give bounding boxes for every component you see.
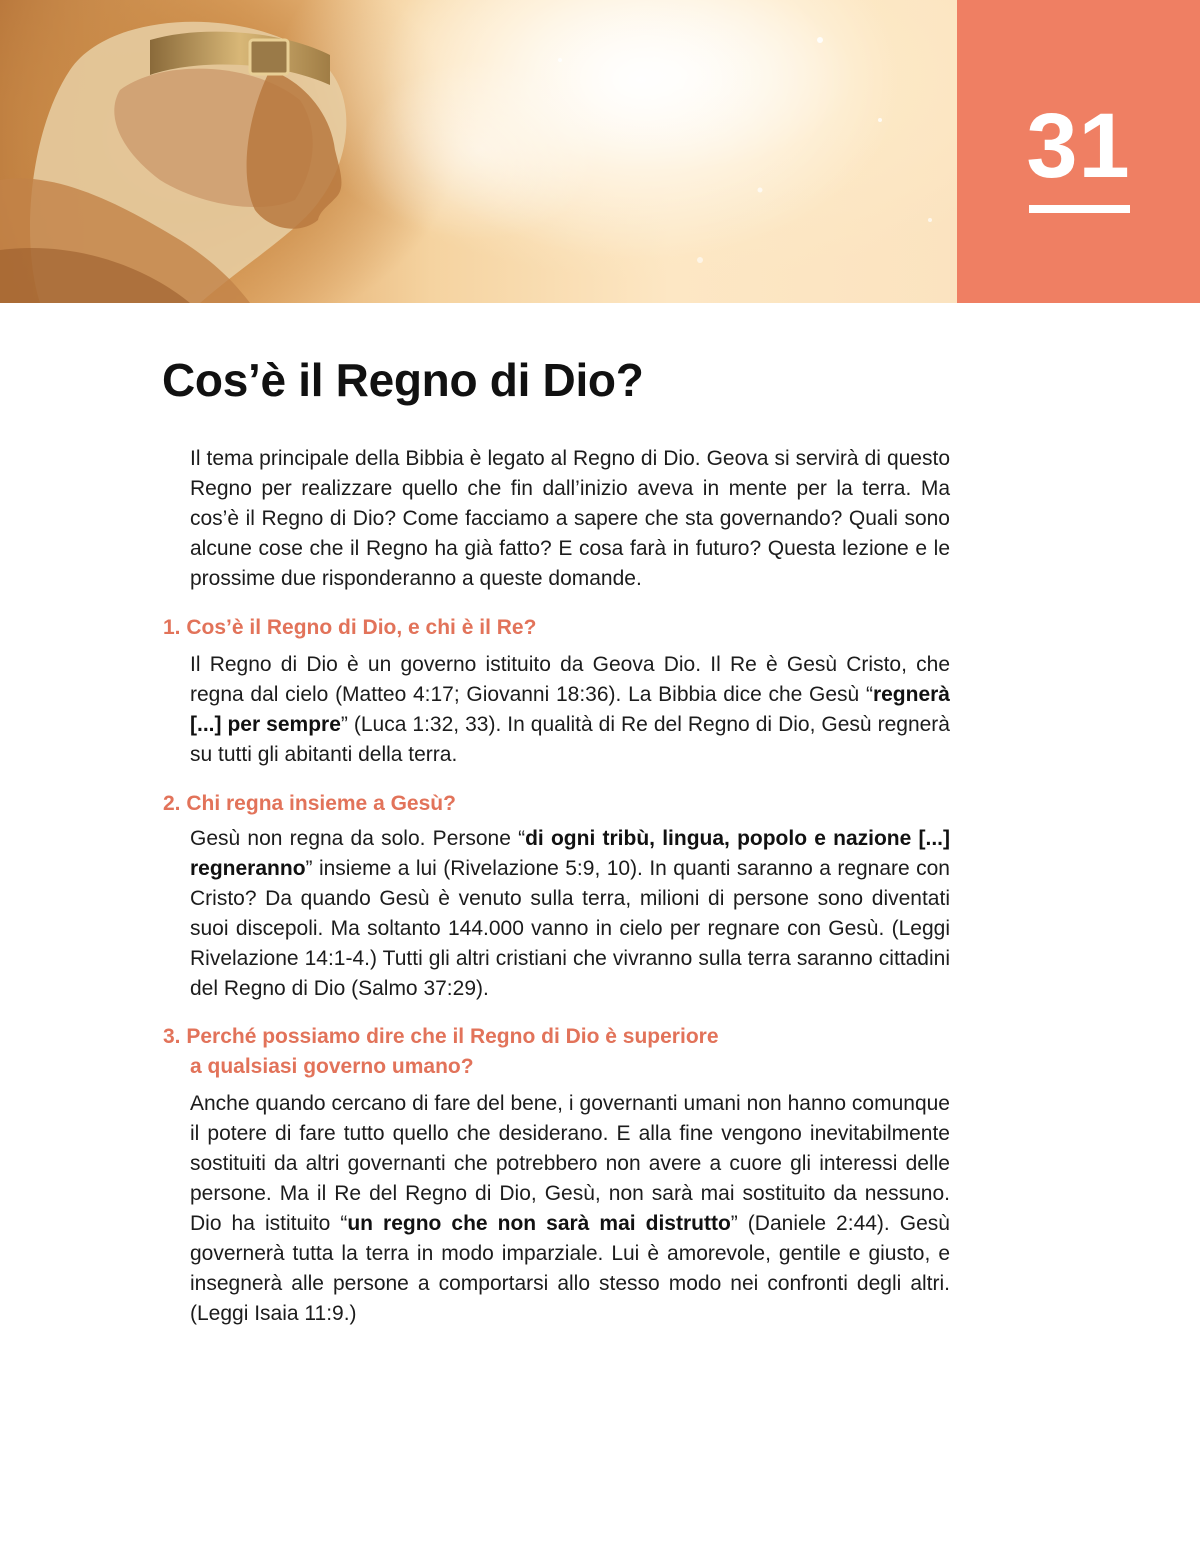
page-title: Cos’è il Regno di Dio? [162, 354, 644, 406]
answer-3-quote: un regno che non sarà mai distrutto [347, 1212, 731, 1235]
chapter-underline [1029, 205, 1130, 213]
chapter-badge [957, 0, 1200, 303]
answer-1-text-end: ” (Luca 1:32, 33). In qualità di Re del Regno di Dio, Gesù regnerà su tutti gli abitanti della terra. [190, 713, 950, 766]
question-1: 1. Cos’è il Regno di Dio, e chi è il Re? [163, 616, 537, 639]
hero-image [0, 0, 957, 303]
answer-3-text: Anche quando cercano di fare del bene, i governanti umani non hanno comunque il potere di fare tutto quello che desiderano. E alla fine vengono inevitabilmente sostituiti da altri governanti che potrebbero non avere a cuore gli interessi delle persone. Ma il Re del Regno di Dio, Gesù, non sarà mai sostituito da nessuno. Dio ha istituito “ [190, 1092, 950, 1235]
answer-1 [190, 650, 950, 770]
answer-2-text: Gesù non regna da solo. Persone “ [190, 827, 526, 850]
question-3 [163, 1022, 719, 1082]
answer-1-text: Il Regno di Dio è un governo istituito da Geova Dio. Il Re è Gesù Cristo, che regna dal cielo (Matteo 4:17; Giovanni 18:36). La Bibbia dice che Gesù “ [190, 653, 950, 706]
answer-2 [190, 824, 950, 1004]
question-3-line-1: 3. Perché possiamo dire che il Regno di Dio è superiore [163, 1025, 719, 1048]
answer-3-text-end: ” (Daniele 2:44). Gesù governerà tutta la terra in modo imparziale. Lui è amorevole, gentile e giusto, e insegnerà alle persone a comportarsi allo stesso modo nei confronti degli altri. (Leggi Isaia 11:9.) [190, 1212, 950, 1325]
question-3-line-2: a qualsiasi governo umano? [190, 1055, 474, 1078]
answer-2-quote: di ogni tribù, lingua, popolo e nazione [...] regneranno [190, 827, 951, 880]
question-2: 2. Chi regna insieme a Gesù? [163, 792, 456, 815]
king-illustration [0, 0, 957, 303]
answer-3 [190, 1089, 950, 1329]
chapter-number: 31 [1026, 95, 1131, 197]
answer-2-text-end: ” insieme a lui (Rivelazione 5:9, 10). In quanti saranno a regnare con Cristo? Da quando Gesù è venuto sulla terra, milioni di persone sono diventati suoi discepoli. Ma soltanto 144.000 vanno in cielo per regnare con Gesù. (Leggi Rivelazione 14:1-4.) Tutti gli altri cristiani che vivranno sulla terra saranno cittadini del Regno di Dio (Salmo 37:29). [190, 857, 950, 1000]
intro-paragraph: Il tema principale della Bibbia è legato al Regno di Dio. Geova si servirà di questo Regno per realizzare quello che fin dall’inizio aveva in mente per la terra. Ma cos’è il Regno di Dio? Come facciamo a sapere che sta governando? Quali sono alcune cose che il Regno ha già fatto? E cosa farà in futuro? Questa lezione e le prossime due risponderanno a queste domande. [190, 447, 950, 590]
answer-1-quote: regnerà [...] per sempre [190, 683, 950, 736]
